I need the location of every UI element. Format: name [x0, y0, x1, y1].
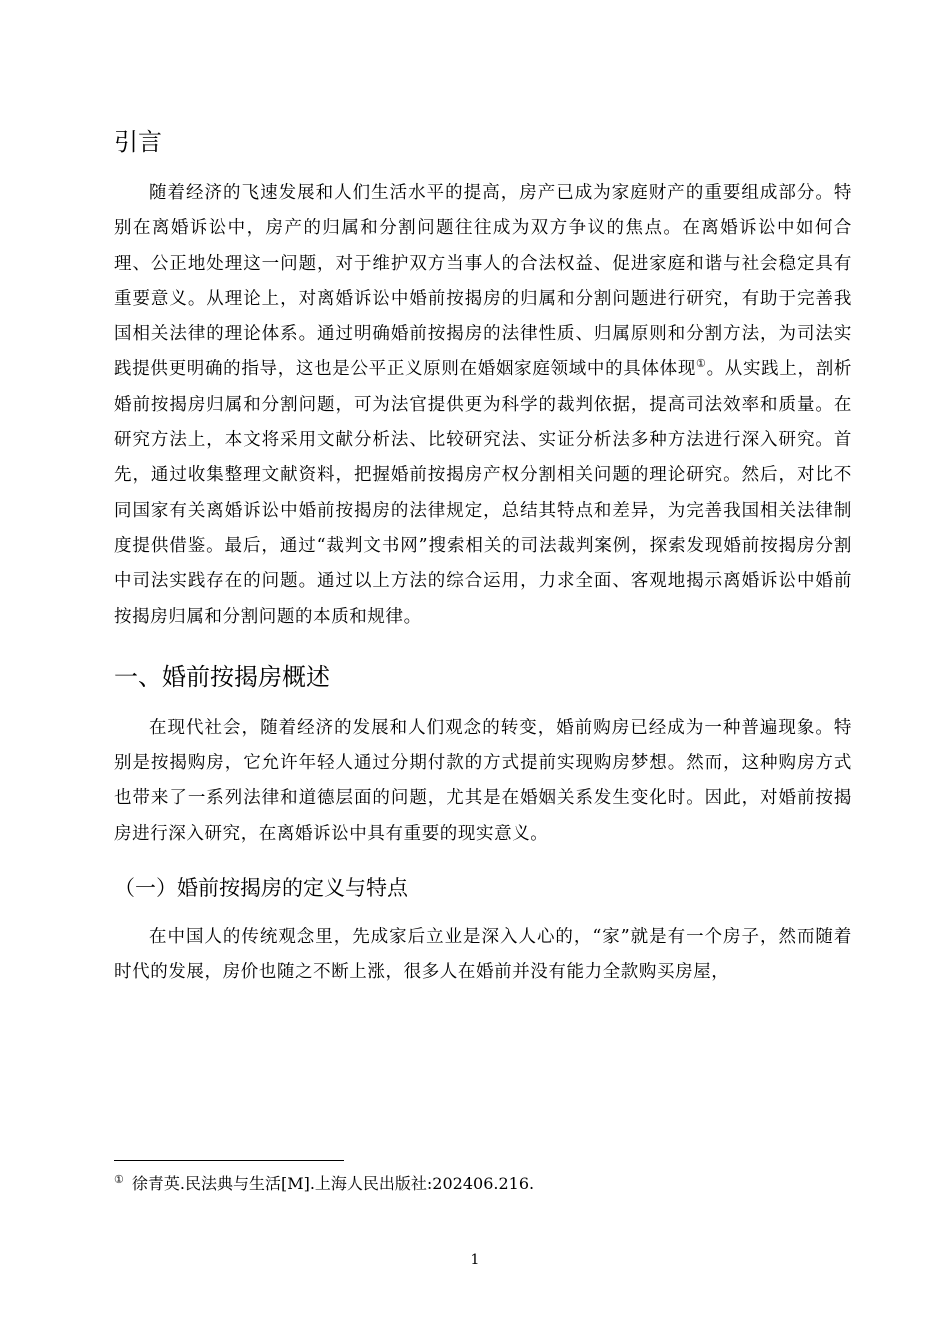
subsection-1-paragraph: 在中国人的传统观念里，先成家后立业是深入人心的，“家”就是有一个房子，然而随着时代的发展，房价也随之不断上涨，很多人在婚前并没有能力全款购买房屋，: [114, 927, 852, 983]
intro-text-part-2: 。从实践上，剖析婚前按揭房归属和分割问题，可为法官提供更为科学的裁判依据，提高司法效率和质量。在研究方法上，本文将采用文献分析法、比较研究法、实证分析法多种方法进行深入研究。首先，通过收集整理文献资料，把握婚前按揭房产权分割相关问题的理论研究。然后，对比不同国家有关离婚诉讼中婚前按揭房的法律规定，总结其特点和差异，为完善我国相关法律制度提供借鉴。最后，通过“裁判文书网”搜索相关的司法裁判案例，探索发现婚前按揭房分割中司法实践存在的问题。通过以上方法的综合运用，力求全面、客观地揭示离婚诉讼中婚前按揭房归属和分割问题的本质和规律。: [114, 359, 852, 627]
footnote-marker: ①: [114, 1172, 124, 1186]
intro-text-part-1: 随着经济的飞速发展和人们生活水平的提高，房产已成为家庭财产的重要组成部分。特别在离婚诉讼中，房产的归属和分割问题往往成为双方争议的焦点。在离婚诉讼中如何合理、公正地处理这一问题，对于维护双方当事人的合法权益、促进家庭和谐与社会稳定具有重要意义。从理论上，对离婚诉讼中婚前按揭房的归属和分割问题进行研究，有助于完善我国相关法律的理论体系。通过明确婚前按揭房的法律性质、归属原则和分割方法，为司法实践提供更明确的指导，这也是公平正义原则在婚姻家庭领域中的具体体现: [114, 183, 852, 380]
footnote-text: 徐青英.民法典与生活[M].上海人民出版社:202406.216.: [131, 1174, 535, 1193]
page-number: 1: [470, 1252, 480, 1268]
subsection-heading-1: （一）婚前按揭房的定义与特点: [114, 876, 408, 901]
footnote-reference[interactable]: ①: [696, 357, 707, 371]
footnote: [114, 1172, 852, 1196]
section-heading-chapter-1: 一、婚前按揭房概述: [114, 662, 330, 691]
section-heading-intro: 引言: [114, 128, 162, 156]
page-body: [114, 118, 852, 991]
intro-paragraph: [114, 176, 852, 635]
chapter-1-paragraph: 在现代社会，随着经济的发展和人们观念的转变，婚前购房已经成为一种普遍现象。特别是按揭购房，它允许年轻人通过分期付款的方式提前实现购房梦想。然而，这种购房方式也带来了一系列法律和道德层面的问题，尤其是在婚姻关系发生变化时。因此，对婚前按揭房进行深入研究，在离婚诉讼中具有重要的现实意义。: [114, 717, 852, 844]
footnote-separator: [114, 1160, 344, 1161]
